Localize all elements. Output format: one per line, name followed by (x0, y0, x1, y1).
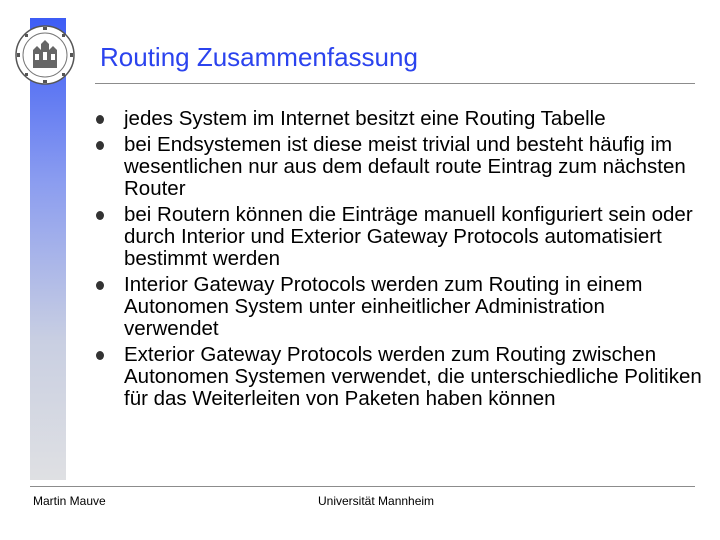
bullet-item (95, 204, 705, 270)
bullet-icon (96, 281, 104, 290)
bullet-text: bei Routern können die Einträge manuell konfiguriert sein oder durch Interior und Exterior Gateway Protocols automatisiert bestimmt werden (124, 203, 693, 270)
bullet-icon (96, 141, 104, 150)
bullet-text: Interior Gateway Protocols werden zum Routing in einem Autonomen System unter einheitlicher Administration verwendet (124, 273, 643, 340)
bullet-text: Exterior Gateway Protocols werden zum Routing zwischen Autonomen Systemen verwendet, die unterschiedliche Politiken für das Weiterleiten von Paketen haben können (124, 343, 702, 410)
slide-title: Routing Zusammenfassung (100, 42, 418, 72)
bullet-item (95, 344, 705, 410)
bullet-item (95, 108, 705, 130)
bullet-text: jedes System im Internet besitzt eine Routing Tabelle (124, 107, 606, 130)
footer-divider (30, 486, 695, 487)
bullet-list (95, 108, 705, 414)
title-divider (95, 83, 695, 84)
sidebar-gradient-bar (30, 18, 66, 480)
bullet-text: bei Endsystemen ist diese meist trivial und besteht häufig im wesentlichen nur aus dem default route Eintrag zum nächsten Router (124, 133, 686, 200)
footer-author: Martin Mauve (33, 494, 106, 508)
footer-institution: Universität Mannheim (318, 494, 435, 508)
bullet-icon (96, 351, 104, 360)
bullet-icon (96, 211, 104, 220)
bullet-icon (96, 115, 104, 124)
university-seal-icon (14, 24, 76, 86)
bullet-item (95, 134, 705, 200)
bullet-item (95, 274, 705, 340)
